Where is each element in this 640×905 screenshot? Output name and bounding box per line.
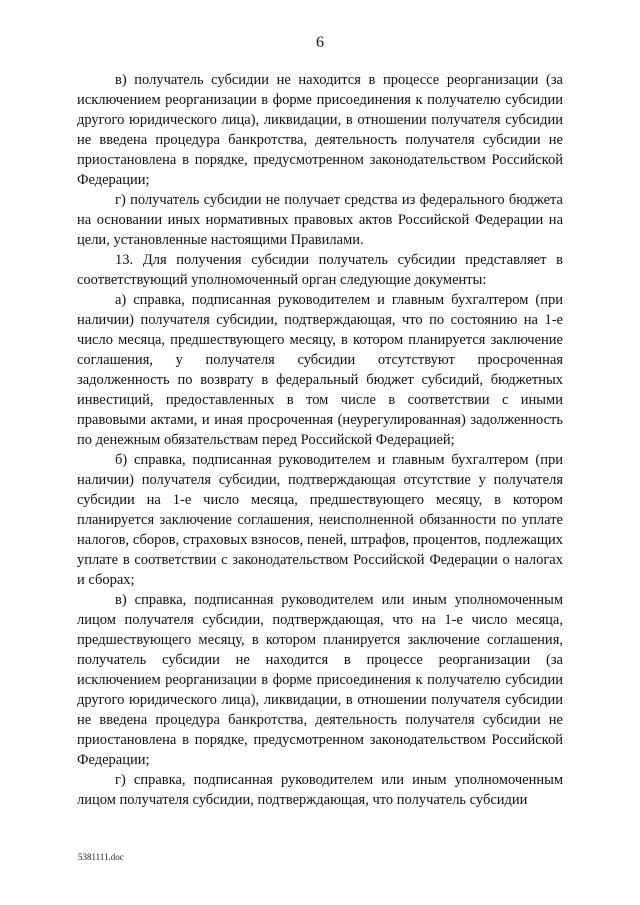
paragraph-b-tax-certificate: б) справка, подписанная руководителем и главным бухгалтером (при наличии) получателя субсидии, подтверждающая отсутствие у получателя субсидии на 1-е число месяца, предшествующего месяцу, в котором планируется заключение соглашения, неисполненной обязанности по уплате налогов, сборов, страховых взносов, пеней, штрафов, процентов, подлежащих уплате в соответствии с законодательством Российской Федерации о налогах и сборах; bbox=[77, 452, 563, 588]
paragraph-v-reorganization-certificate: в) справка, подписанная руководителем или иным уполномоченным лицом получателя субсидии, подтверждающая, что на 1-е число месяца, предшествующего месяцу, в котором планируется заключение соглашения, получатель субсидии не находится в процессе реорганизации (за исключением реорганизации в форме присоединения к получателю субсидии другого юридического лица), ликвидации, в отношении получателя субсидии не введена процедура банкротства, деятельность получателя субсидии не приостановлена в порядке, предусмотренном законодательством Российской Федерации; bbox=[77, 592, 563, 768]
document-body bbox=[77, 70, 563, 810]
paragraph-a-debt-certificate: а) справка, подписанная руководителем и главным бухгалтером (при наличии) получателя субсидии, подтверждающая, что по состоянию на 1-е число месяца, предшествующего месяцу, в котором планируется заключение соглашения, у получателя субсидии отсутствуют просроченная задолженность по возврату в федеральный бюджет субсидий, бюджетных инвестиций, предоставленных в том числе в соответствии с иными правовыми актами, и иная просроченная (неурегулированная) задолженность по денежным обязательствам перед Российской Федерацией; bbox=[77, 292, 563, 448]
paragraph-13-documents: 13. Для получения субсидии получатель субсидии представляет в соответствующий уполномоченный орган следующие документы: bbox=[77, 252, 563, 288]
footer-file-code: 5381111.doc bbox=[78, 852, 124, 862]
paragraph-v-reorganization: в) получатель субсидии не находится в процессе реорганизации (за исключением реорганизации в форме присоединения к получателю субсидии другого юридического лица), ликвидации, в отношении получателя субсидии не введена процедура банкротства, деятельность получателя субсидии не приостановлена в порядке, предусмотренном законодательством Российской Федерации; bbox=[77, 72, 563, 188]
page-number: 6 bbox=[316, 34, 324, 51]
paragraph-g-federal-funds: г) получатель субсидии не получает средства из федерального бюджета на основании иных нормативных правовых актов Российской Федерации на цели, установленные настоящими Правилами. bbox=[77, 192, 563, 248]
paragraph-g-recipient-certificate: г) справка, подписанная руководителем или иным уполномоченным лицом получателя субсидии, подтверждающая, что получатель субсидии bbox=[77, 772, 563, 808]
